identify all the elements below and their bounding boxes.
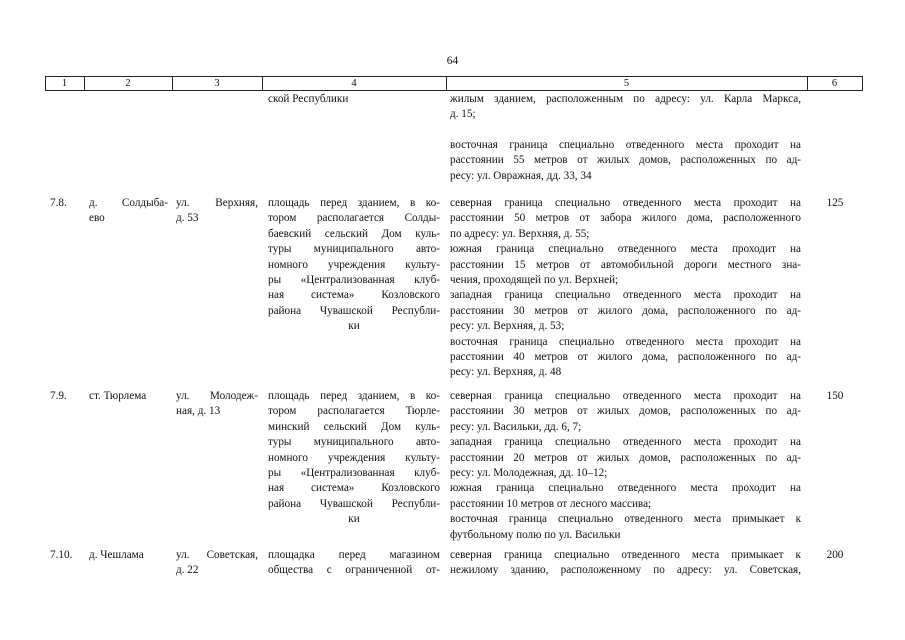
- location-description-cell: площадь перед зданием, в ко- тором располагается Солды- баевский сельский Дом куль- туры муниципального авто- номного учреждения культу- ры «Централизованная клуб- ная система» Козловского района Чувашской Республи- ки: [268, 197, 440, 333]
- address-cell: ул. Молодеж- ная, д. 13: [176, 390, 258, 418]
- location-description-cell: площадь перед зданием, в ко- тором располагается Тюрле- минский сельский Дом куль- туры муниципального авто- номного учреждения культу- ры «Централизованная клуб- ная система» Козловского района Чувашской Республи- ки: [268, 390, 440, 526]
- location-description-cell: площадка перед магазином общества с ограниченной от-: [268, 549, 440, 577]
- header-bottom-rule: [45, 90, 863, 91]
- settlement-cell: д. Чешлама: [89, 549, 144, 561]
- row-number: 7.8.: [50, 197, 67, 209]
- table-row: [0, 196, 905, 379]
- column-header-3: 3: [214, 78, 220, 89]
- settlement-cell: ст. Тюрлема: [89, 390, 147, 402]
- boundaries-cell: северная граница специально отведенного места проходит на расстоянии 30 метров от жилых домов, расположенных по ад- ресу: ул. Васильки, дд. 6, 7; западная граница специально отведенного места проходит на расстоянии 20 метров от жилых домов, расположенных по ад- ресу: ул. Молодежная, дд. 10–12; южная граница специально отведенного места проходит на расстоянии 10 метров от лесного массива; восточная граница специально отведенного места примыкает к футбольному полю по ул. Васильки: [450, 390, 801, 541]
- table-row: [0, 548, 905, 582]
- column-header-1: 1: [61, 78, 68, 89]
- page-number: 64: [446, 55, 459, 67]
- column-divider: [862, 76, 863, 91]
- area-value: 125: [826, 197, 844, 209]
- continuation-col5-second: восточная граница специально отведенного места проходит на расстоянии 55 метров от жилых домов, расположенных по ад- ресу: ул. Овражная, дд. 33, 34: [450, 139, 801, 182]
- column-header-6: 6: [831, 78, 838, 89]
- column-header-2: 2: [125, 78, 131, 89]
- column-header-5: 5: [623, 78, 630, 89]
- column-header-4: 4: [351, 78, 357, 89]
- settlement-cell: д. Солдыба- ево: [89, 197, 168, 225]
- area-value: 200: [826, 549, 844, 561]
- area-value: 150: [826, 390, 844, 402]
- continuation-col4: ской Республики: [268, 93, 349, 105]
- address-cell: ул. Советская, д. 22: [176, 549, 258, 577]
- row-number: 7.10.: [50, 549, 73, 561]
- boundaries-cell: северная граница специально отведенного места проходит на расстоянии 50 метров от забора жилого дома, расположенного по адресу: ул. Верхняя, д. 55; южная граница специально отведенного места проходит на расстоянии 15 метров от автомобильной дороги местного зна- чения, проходящей по ул. Верхней; западная граница специально отведенного места проходит на расстоянии 30 метров от жилого дома, расположенного по ад- ресу: ул. Верхняя, д. 53; восточная граница специально отведенного места проходит на расстоянии 40 метров от жилого дома, расположенного по ад- ресу: ул. Верхняя, д. 48: [450, 197, 801, 379]
- continuation-col5-first: жилым зданием, расположенным по адресу: ул. Карла Маркса, д. 15;: [450, 93, 801, 121]
- address-cell: ул. Верхняя, д. 53: [176, 197, 258, 225]
- table-row: [0, 389, 905, 539]
- row-number: 7.9.: [50, 390, 67, 402]
- boundaries-cell: северная граница специально отведенного места примыкает к нежилому зданию, расположенному по адресу: ул. Советская,: [450, 549, 801, 577]
